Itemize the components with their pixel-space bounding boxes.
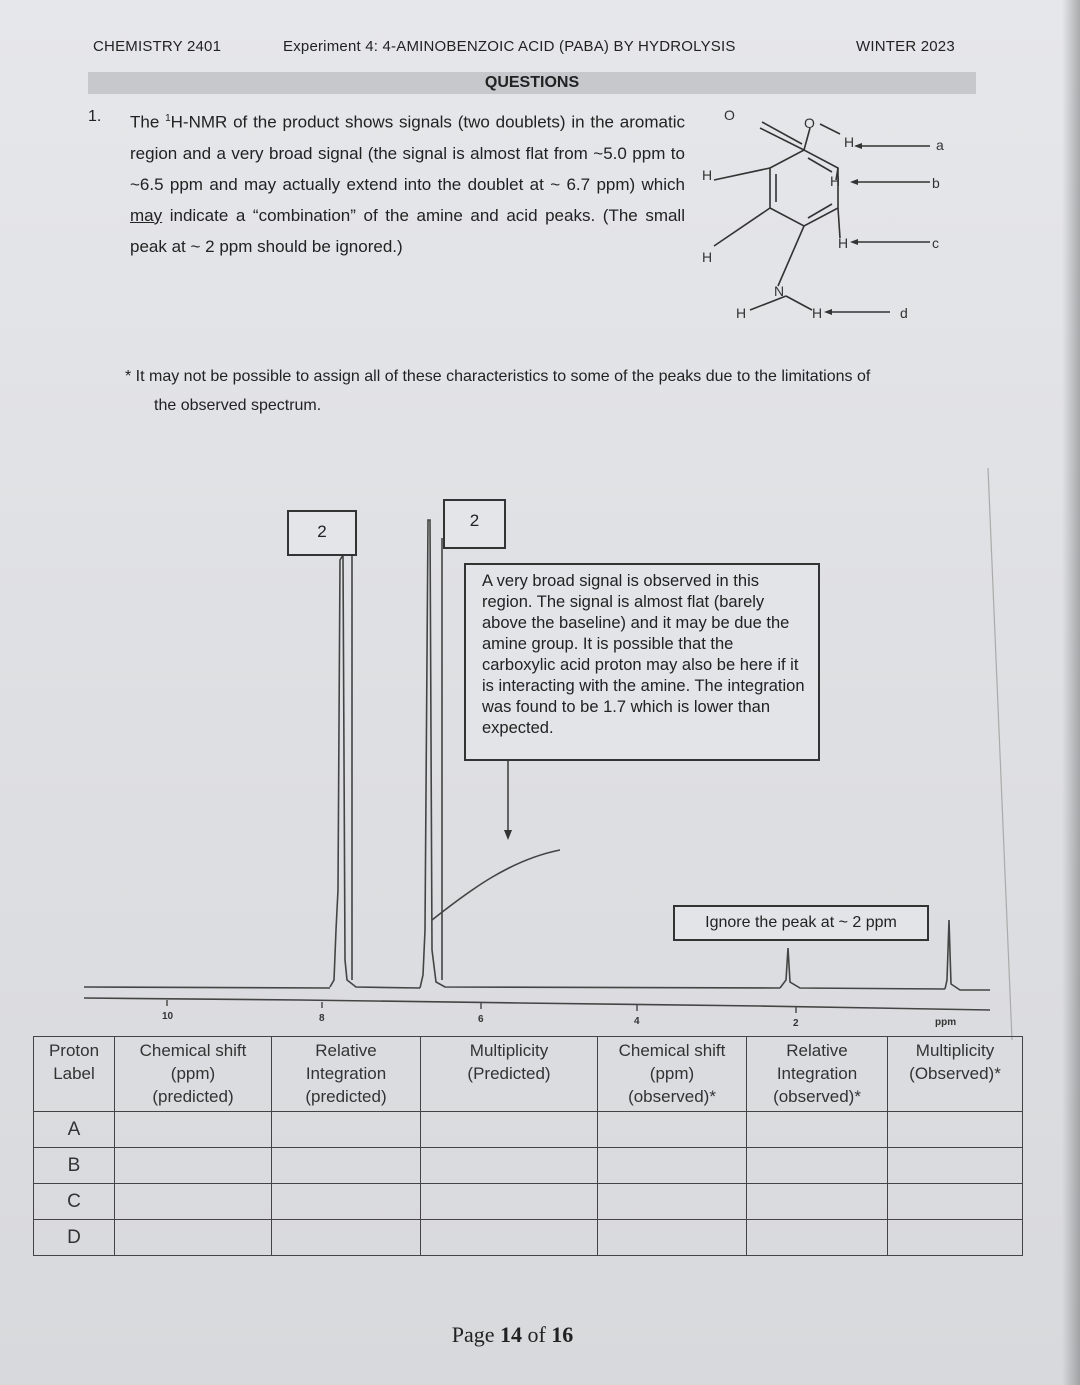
row-label-c: C [34,1184,115,1220]
peak-1 [330,555,420,988]
cell-input[interactable] [421,1220,598,1256]
cell-input[interactable] [888,1220,1023,1256]
cell-input[interactable] [115,1184,272,1220]
row-label-b: B [34,1148,115,1184]
atom-h-top-left: H [702,167,713,183]
term: WINTER 2023 [856,38,955,55]
question-number: 1. [88,108,102,125]
atom-h-acid: H [844,134,855,150]
label-c: c [932,235,939,251]
cell-input[interactable] [747,1184,888,1220]
axis-unit: ppm [935,1017,957,1028]
footnote: * It may not be possible to assign all of these characteristics to some of the peaks due to the limitations of the observed spectrum. [125,368,871,414]
tick-2: 2 [793,1018,799,1029]
atom-o-left: O [724,107,735,123]
table-row [34,1148,1023,1184]
atom-h-n-left: H [736,305,747,321]
col-proton-label: Proton Label [34,1037,115,1112]
cell-input[interactable] [598,1148,747,1184]
atom-h-n-right: H [812,305,823,321]
tick-10: 10 [162,1011,174,1022]
peak-2ppm [780,948,945,989]
cell-input[interactable] [115,1112,272,1148]
cell-input[interactable] [598,1220,747,1256]
course-code: CHEMISTRY 2401 [93,38,222,55]
atom-n: N [774,283,785,299]
atom-h-bottom-left: H [702,249,713,265]
cell-input[interactable] [272,1184,421,1220]
label-d: d [900,305,908,321]
col-multiplicity-predicted: Multiplicity (Predicted) [421,1037,598,1112]
tick-4: 4 [634,1016,640,1027]
cell-input[interactable] [747,1220,888,1256]
cell-input[interactable] [421,1148,598,1184]
proton-assignment-table [33,1036,1023,1256]
tick-8: 8 [319,1013,325,1024]
question-text: The $^1$H-NMR of the product shows signals (two doublets) in the aromatic region and a very broad signal (the signal is almost flat from ~5.0 ppm to ~6.5 ppm and may actually extend into the doublet at ~ 6.7 ppm) which may indicate a “combination” of the amine and acid peaks. (The small peak at ~ 2 ppm should be ignored.) [130,112,685,256]
cell-input[interactable] [598,1184,747,1220]
atom-o-right: O [804,115,815,131]
table-row [34,1112,1023,1148]
page-edge-shadow [1062,0,1080,1385]
table-row [34,1220,1023,1256]
cell-input[interactable] [598,1112,747,1148]
cell-input[interactable] [888,1112,1023,1148]
table-header-row [34,1037,1023,1112]
col-shift-observed: Chemical shift (ppm) (observed)* [598,1037,747,1112]
cell-input[interactable] [272,1112,421,1148]
cell-input[interactable] [272,1148,421,1184]
atom-h-ring-bottom: H [838,235,849,251]
cell-input[interactable] [888,1184,1023,1220]
integration-box-1: 2 [287,510,357,556]
cell-input[interactable] [421,1184,598,1220]
col-integration-observed: Relative Integration (observed)* [747,1037,888,1112]
ignore-peak-label: Ignore the peak at ~ 2 ppm [673,905,929,941]
paba-structure-diagram [690,100,960,330]
table-row [34,1184,1023,1220]
page-number: Page 14 of 16 [451,1322,574,1347]
experiment-title: Experiment 4: 4-AMINOBENZOIC ACID (PABA) BY HYDROLYSIS [283,38,736,55]
tick-6: 6 [478,1014,484,1025]
cell-input[interactable] [747,1148,888,1184]
atom-h-ring-top: H [830,173,841,189]
cell-input[interactable] [421,1112,598,1148]
col-integration-predicted: Relative Integration (predicted) [272,1037,421,1112]
label-b: b [932,175,940,191]
peak-ref [945,920,990,990]
cell-input[interactable] [272,1220,421,1256]
label-a: a [936,137,944,153]
row-label-a: A [34,1112,115,1148]
cell-input[interactable] [747,1112,888,1148]
col-multiplicity-observed: Multiplicity (Observed)* [888,1037,1023,1112]
col-shift-predicted: Chemical shift (ppm) (predicted) [115,1037,272,1112]
row-label-d: D [34,1220,115,1256]
broad-signal-callout: A very broad signal is observed in this region. The signal is almost flat (barely above the baseline) and it may be due the amine group. It is possible that the carboxylic acid proton may also be here if it is interacting with the amine. The integration was found to be 1.7 which is lower than expected. [464,563,820,761]
broad-signal [432,850,560,920]
cell-input[interactable] [115,1220,272,1256]
section-title: QUESTIONS [88,72,976,94]
cell-input[interactable] [115,1148,272,1184]
integration-box-2: 2 [443,499,506,549]
cell-input[interactable] [888,1148,1023,1184]
